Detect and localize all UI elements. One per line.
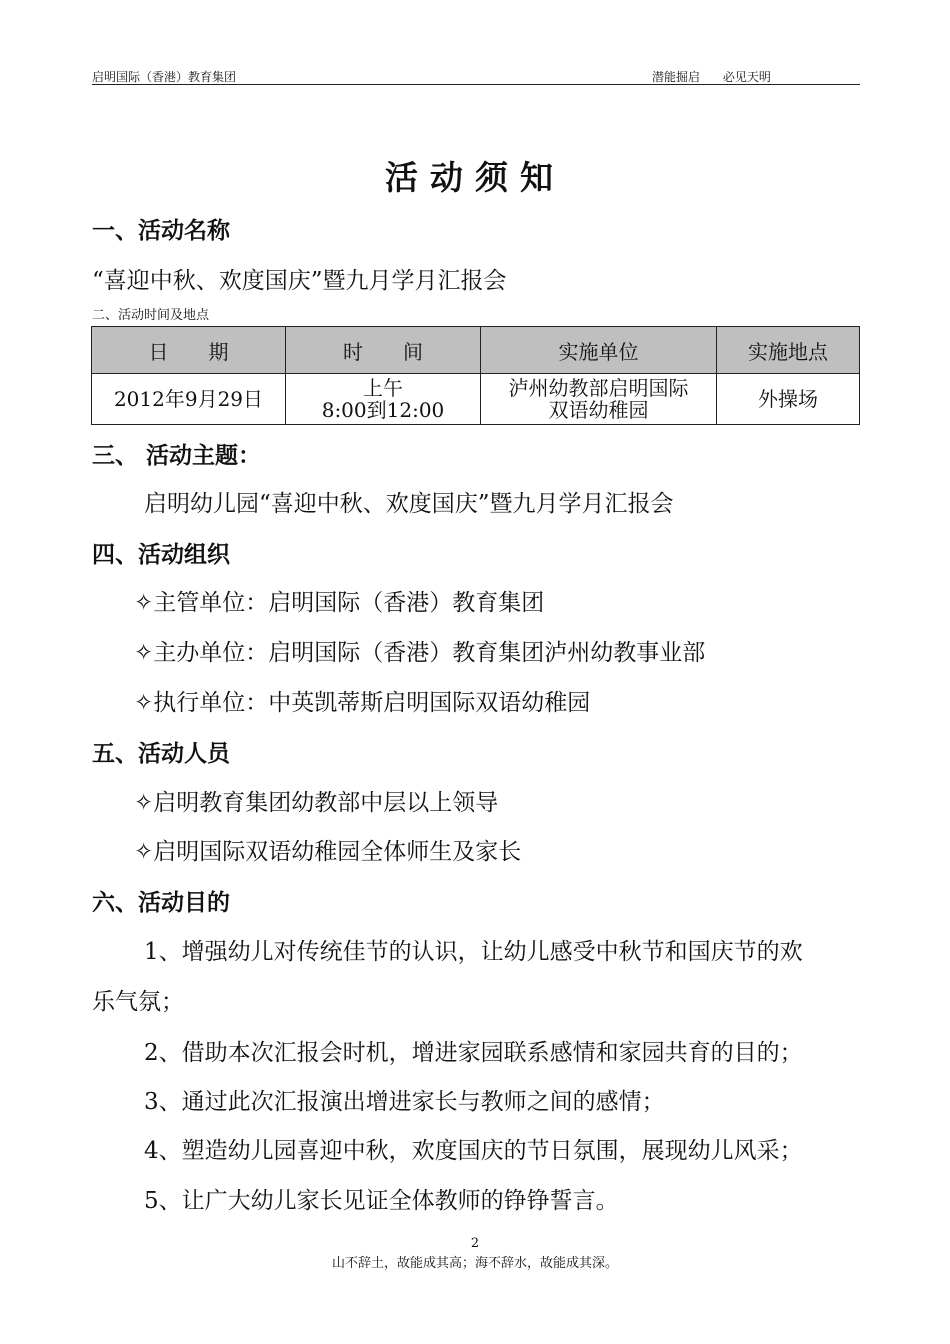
page-number: 2	[470, 1236, 480, 1251]
list-item: ✧主管单位：启明国际（香港）教育集团	[134, 590, 545, 616]
header-slogan: 潜能掘启 必见天明	[652, 70, 771, 84]
cell-time-line2: 8:00到12:00	[321, 398, 445, 422]
footer-motto: 山不辞土，故能成其高；海不辞水，故能成其深。	[331, 1256, 618, 1271]
purpose-3: 3、通过此次汇报演出增进家长与教师之间的感情；	[144, 1089, 665, 1115]
table-row	[92, 374, 860, 425]
col-place: 实施地点	[717, 327, 860, 374]
cell-time-line1: 上午	[363, 376, 403, 400]
section-6-heading: 六、活动目的	[92, 890, 230, 916]
cell-unit-line1: 泸州幼教部启明国际	[508, 376, 689, 400]
section-4-heading: 四、活动组织	[92, 542, 230, 568]
activity-name: “喜迎中秋、欢度国庆”暨九月学月汇报会	[92, 268, 507, 294]
section-3-heading: 三、 活动主题：	[92, 443, 262, 469]
col-unit: 实施单位	[481, 327, 717, 374]
col-time: 时 间	[286, 327, 481, 374]
section-5-heading: 五、活动人员	[92, 741, 230, 767]
header-org: 启明国际（香港）教育集团	[92, 70, 237, 84]
cell-unit-line2: 双语幼稚园	[548, 398, 649, 422]
page-header	[92, 68, 860, 85]
schedule-table	[91, 326, 860, 425]
purpose-5: 5、让广大幼儿家长见证全体教师的铮铮誓言。	[144, 1188, 619, 1214]
cell-date: 2012年9月29日	[92, 374, 286, 425]
list-item: ✧主办单位：启明国际（香港）教育集团泸州幼教事业部	[134, 640, 706, 666]
list-item: ✧启明国际双语幼稚园全体师生及家长	[134, 839, 522, 865]
purpose-4: 4、塑造幼儿园喜迎中秋，欢度国庆的节日氛围，展现幼儿风采；	[144, 1138, 803, 1164]
purpose-2: 2、借助本次汇报会时机，增进家园联系感情和家园共育的目的；	[144, 1040, 803, 1066]
list-item: ✧执行单位：中英凯蒂斯启明国际双语幼稚园	[134, 690, 591, 716]
purpose-1: 1、增强幼儿对传统佳节的认识，让幼儿感受中秋节和国庆节的欢	[144, 939, 803, 965]
col-date: 日 期	[92, 327, 286, 374]
section-2-heading: 二、活动时间及地点	[92, 308, 210, 323]
purpose-1-cont: 乐气氛；	[92, 989, 184, 1015]
section-1-heading: 一、活动名称	[92, 218, 230, 244]
list-item: ✧启明教育集团幼教部中层以上领导	[134, 790, 499, 816]
cell-time	[286, 374, 481, 425]
table-header-row	[92, 327, 860, 374]
page-title: 活动须知	[385, 158, 565, 197]
cell-place: 外操场	[717, 374, 860, 425]
cell-unit	[481, 374, 717, 425]
activity-theme: 启明幼儿园“喜迎中秋、欢度国庆”暨九月学月汇报会	[144, 491, 674, 517]
